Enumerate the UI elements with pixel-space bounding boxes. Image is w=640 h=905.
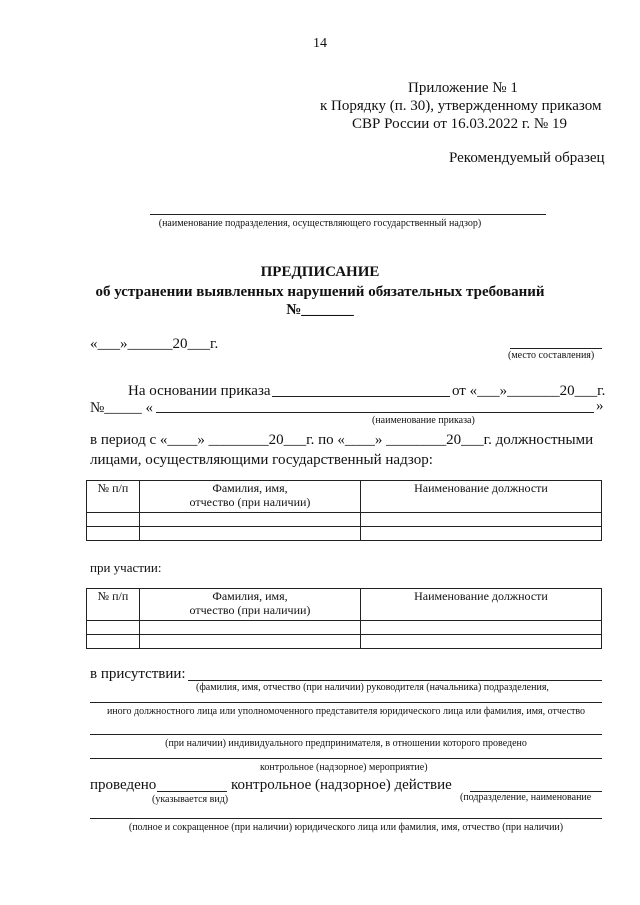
persons-line: лицами, осуществляющими государственный надзор: [90, 452, 433, 468]
division-name-caption: (подразделение, наименование [460, 792, 592, 803]
table-row [87, 513, 602, 527]
appendix-line-3: СВР России от 16.03.2022 г. № 19 [352, 116, 567, 132]
control-action-label: контрольное (надзорное) действие [231, 777, 452, 793]
entrepreneur-caption: (при наличии) индивидуального предпринимателя, в отношении которого проведено [165, 738, 527, 749]
full-name-caption: (полное и сокращенное (при наличии) юридического лица или фамилия, имя, отчество (при наличии) [128, 822, 564, 833]
conducted-label: проведено [90, 777, 157, 793]
officer-caption: иного должностного лица или уполномоченного представителя юридического лица или фамилия, имя, отчество [106, 706, 586, 717]
col-name-header [140, 481, 361, 513]
table-row [87, 527, 602, 541]
date-line: «___»______20___г. [90, 336, 219, 352]
appendix-line-1: Приложение № 1 [408, 80, 518, 96]
order-number-label: №_____ « [90, 400, 154, 416]
officer-line-rule [90, 702, 602, 703]
order-caption: (наименование приказа) [372, 415, 475, 426]
table-row [87, 635, 602, 649]
col-name-header-line2: отчество (при наличии) [189, 603, 311, 617]
participants-table [86, 588, 602, 649]
col-position-header: Наименование должности [361, 589, 602, 621]
document-subtitle: об устранении выявленных нарушений обязательных требований [95, 284, 545, 300]
col-number-header: № п/п [87, 589, 140, 621]
col-name-header [140, 589, 361, 621]
page-number: 14 [313, 36, 327, 51]
basis-text: На основании приказа [128, 383, 271, 399]
presence-label: в присутствии: [90, 666, 186, 682]
col-name-header-line1: Фамилия, имя, [212, 589, 288, 603]
col-number-header: № п/п [87, 481, 140, 513]
entrepreneur-line-rule [90, 734, 602, 735]
col-name-header-line2: отчество (при наличии) [189, 495, 311, 509]
recommended-sample: Рекомендуемый образец [449, 150, 605, 166]
col-position-header: Наименование должности [361, 481, 602, 513]
participation-label: при участии: [90, 560, 162, 575]
period-line: в период с «____» ________20___г. по «____» ________20___г. должностными [90, 432, 594, 448]
col-name-header-line1: Фамилия, имя, [212, 481, 288, 495]
place-line [510, 348, 602, 349]
place-caption: (место составления) [508, 350, 595, 361]
division-line [150, 214, 546, 215]
type-caption: (указывается вид) [152, 794, 229, 805]
quote-close: » [596, 398, 604, 414]
presence-caption: (фамилия, имя, отчество (при наличии) руководителя (начальника) подразделения, [196, 682, 549, 693]
officials-table [86, 480, 602, 541]
presence-line [188, 680, 602, 681]
full-name-line-rule [90, 818, 602, 819]
basis-date: от «___»_______20___г. [452, 383, 606, 399]
document-title: ПРЕДПИСАНИЕ [260, 264, 380, 280]
control-event-line-rule [90, 758, 602, 759]
conducted-type-line [157, 791, 227, 792]
order-name-line [156, 412, 594, 413]
control-event-caption: контрольное (надзорное) мероприятие) [260, 762, 428, 773]
appendix-line-2: к Порядку (п. 30), утвержденному приказом [320, 98, 602, 114]
table-row [87, 621, 602, 635]
document-number: №_______ [286, 302, 354, 318]
order-line [272, 396, 450, 397]
division-caption: (наименование подразделения, осуществляющего государственный надзор) [158, 218, 482, 229]
